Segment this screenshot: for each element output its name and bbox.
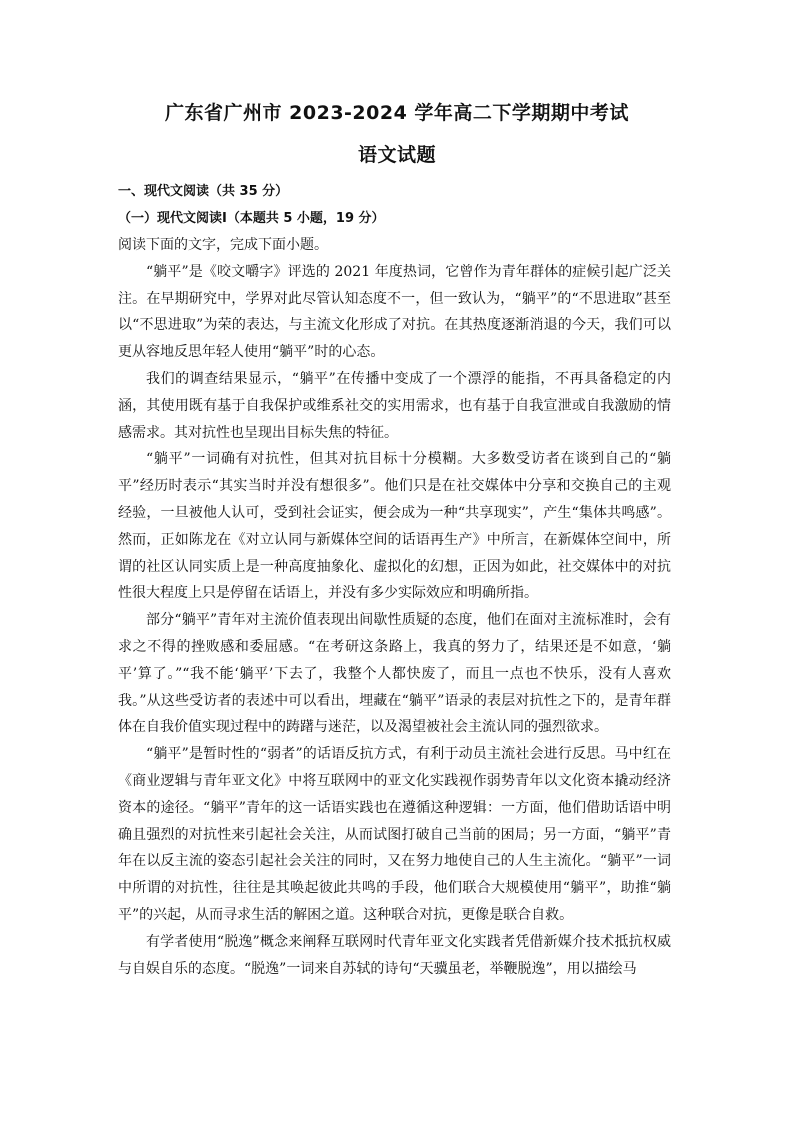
reading-passage xyxy=(118,232,671,982)
paragraph: 我们的调查结果显示，“躺平”在传播中变成了一个漂浮的能指，不再具备稳定的内涵，其使用既有基于自我保护或维系社交的实用需求，也有基于自我宣泄或自我激励的情感需求。其对抗性也呈现出目标失焦的特征。 xyxy=(118,370,671,441)
paragraph: “躺平”是暂时性的“弱者”的话语反抗方式，有利于动员主流社会进行反思。马中红在《商业逻辑与青年亚文化》中将互联网中的亚文化实践视作弱势青年以文化资本撬动经济资本的途径。“躺平”青年的这一话语实践也在遵循这种逻辑：一方面，他们借助话语中明确且强烈的对抗性来引起社会关注，从而试图打破自己当前的困局；另一方面，“躺平”青年在以反主流的姿态引起社会关注的同时，又在努力地使自己的人生主流化。“躺平”一词中所谓的对抗性，往往是其唤起彼此共鸣的手段，他们联合大规模使用“躺平”，助推“躺平”的兴起，从而寻求生活的解困之道。这种联合对抗，更像是联合自救。 xyxy=(118,746,671,923)
paragraph: “躺平”一词确有对抗性，但其对抗目标十分模糊。大多数受访者在谈到自己的“躺平”经历时表示“其实当时并没有想很多”。他们只是在社交媒体中分享和交换自己的主观经验，一旦被他人认可，受到社会证实，便会成为一种“共享现实”，产生“集体共鸣感”。然而，正如陈龙在《对立认同与新媒体空间的话语再生产》中所言，在新媒体空间中，所谓的社区认同实质上是一种高度抽象化、虚拟化的幻想，正因为如此，社交媒体中的对抗性很大程度上只是停留在话语上，并没有多少实际效应和明确所指。 xyxy=(118,451,671,602)
section-heading: 一、现代文阅读（共 35 分） xyxy=(118,184,289,199)
paragraph: 有学者使用“脱逸”概念来阐释互联网时代青年亚文化实践者凭借新媒介技术抵抗权威与自娱自乐的态度。“脱逸”一词来自苏轼的诗句“天骥虽老，举鞭脱逸”，用以描绘马 xyxy=(118,933,671,977)
exam-subtitle: 语文试题 xyxy=(357,144,436,166)
instruction-text: 阅读下面的文字，完成下面小题。 xyxy=(118,237,328,253)
paragraph: “躺平”是《咬文嚼字》评选的 2021 年度热词，它曾作为青年群体的症候引起广泛关注。在早期研究中，学界对此尽管认知态度不一，但一致认为，“躺平”的“不思进取”甚至以“不思进取”为荣的表达，与主流文化形成了对抗。在其热度逐渐消退的今天，我们可以更从容地反思年轻人使用“躺平”时的心态。 xyxy=(118,263,671,361)
paragraph: 部分“躺平”青年对主流价值表现出间歇性质疑的态度，他们在面对主流标准时，会有求之不得的挫败感和委屈感。“在考研这条路上，我真的努力了，结果还是不如意，‘躺平’算了。”“我不能‘躺平’下去了，我整个人都快废了，而且一点也不快乐，没有人喜欢我。”从这些受访者的表述中可以看出，埋藏在“躺平”语录的表层对抗性之下的，是青年群体在自我价值实现过程中的踌躇与迷茫，以及渴望被社会主流认同的强烈欲求。 xyxy=(118,612,671,736)
exam-title: 广东省广州市 2023-2024 学年高二下学期期中考试 xyxy=(165,102,629,124)
subsection-heading: （一）现代文阅读Ⅰ（本题共 5 小题，19 分） xyxy=(118,211,385,226)
